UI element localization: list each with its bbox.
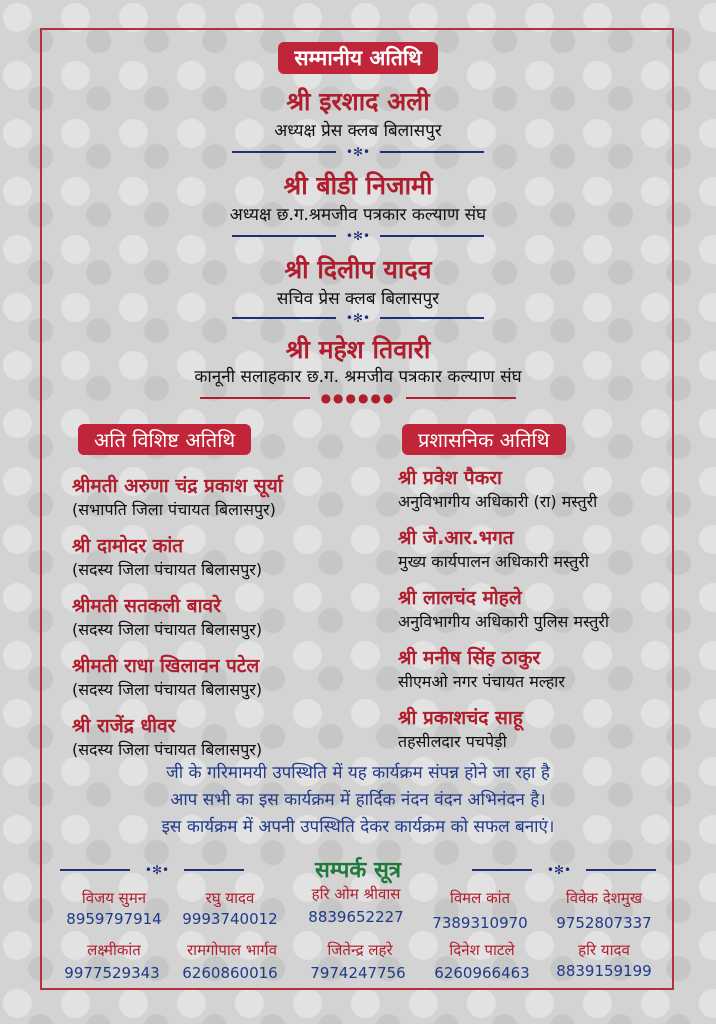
message-line-1: जी के गरिमामयी उपस्थिति में यह कार्यक्रम संपन्न होने जा रहा है	[166, 763, 550, 783]
contact-name: रघु यादव	[205, 889, 255, 907]
honored-guest-2-name: श्री बीडी निजामी	[283, 171, 433, 200]
dots-icon: ●●●●●●	[320, 391, 396, 405]
honored-guest-1-role: अध्यक्ष प्रेस क्लब बिलासपुर	[274, 121, 442, 141]
contact-name: दिनेश पाटले	[449, 941, 515, 959]
contact-header: सम्पर्क सूत्र	[315, 858, 401, 883]
honored-guest-4-role: कानूनी सलाहकार छ.ग. श्रमजीव पत्रकार कल्याण संघ	[194, 367, 522, 387]
contact-phone: 9993740012	[182, 910, 278, 928]
admin-guest-3-name: श्री लालचंद मोहले	[398, 587, 522, 609]
special-guest-2-role: (सदस्य जिला पंचायत बिलासपुर)	[72, 560, 263, 579]
honored-guest-3-role: सचिव प्रेस क्लब बिलासपुर	[276, 289, 440, 309]
contact-phone: 8959797914	[66, 910, 162, 928]
message-line-2: आप सभी का इस कार्यक्रम में हार्दिक नंदन वंदन अभिनंदन है।	[170, 790, 546, 810]
flourish-icon: •✻•	[345, 311, 371, 325]
admin-guests-column	[398, 424, 678, 765]
contact-name: हरि ओम श्रीवास	[311, 885, 401, 903]
admin-guest-4-name: श्री मनीष सिंह ठाकुर	[398, 647, 541, 669]
flourish-icon: •✻•	[345, 229, 371, 243]
honored-section	[0, 42, 716, 74]
special-guest-1-name: श्रीमती अरुणा चंद्र प्रकाश सूर्या	[72, 475, 283, 497]
contact-name: जितेन्द्र लहरे	[327, 941, 393, 959]
admin-guest-1-name: श्री प्रवेश पैकरा	[398, 467, 502, 489]
special-guest-2-name: श्री दामोदर कांत	[72, 535, 184, 557]
contact-name: विजय सुमन	[81, 889, 147, 907]
contact-name: लक्ष्मीकांत	[87, 941, 141, 959]
flourish-icon: •✻•	[144, 863, 170, 877]
admin-guest-4-role: सीएमओ नगर पंचायत मल्हार	[398, 672, 565, 691]
ornament-divider	[232, 310, 484, 326]
contact-header-wrap	[0, 854, 716, 884]
contact-name: रामगोपाल भार्गव	[187, 941, 277, 959]
invitation-message	[0, 760, 716, 841]
flourish-icon: •✻•	[546, 863, 572, 877]
honored-guest-3-name: श्री दिलीप यादव	[284, 255, 432, 284]
special-guests-column	[72, 424, 392, 773]
message-line-3: इस कार्यक्रम में अपनी उपस्थिति देकर कार्यक्रम को सफल बनाएं।	[161, 817, 555, 837]
admin-guest-2-role: मुख्य कार्यपालन अधिकारी मस्तुरी	[398, 552, 590, 571]
contact-name: विमल कांत	[449, 889, 511, 907]
special-header: अति विशिष्ट अतिथि	[78, 424, 251, 455]
contact-phone: 9977529343	[64, 964, 160, 982]
admin-guest-5-name: श्री प्रकाशचंद साहू	[398, 707, 523, 729]
contact-phone: 8839652227	[308, 908, 404, 926]
honored-guest-2-role: अध्यक्ष छ.ग.श्रमजीव पत्रकार कल्याण संघ	[229, 205, 487, 225]
contact-name: विवेक देशमुख	[565, 889, 643, 907]
contact-phone: 7974247756	[310, 964, 406, 982]
flourish-icon: •✻•	[345, 145, 371, 159]
special-guest-4-role: (सदस्य जिला पंचायत बिलासपुर)	[72, 680, 263, 699]
contact-phone: 6260966463	[434, 964, 530, 982]
ornament-divider	[232, 228, 484, 244]
dotted-divider	[200, 390, 516, 406]
honored-guest-1-name: श्री इरशाद अली	[286, 87, 430, 116]
contact-phone: 6260860016	[182, 964, 278, 982]
special-guest-4-name: श्रीमती राधा खिलावन पटेल	[72, 655, 260, 677]
special-guest-5-name: श्री राजेंद्र धीवर	[72, 715, 176, 737]
honored-guest-4-name: श्री महेश तिवारी	[285, 335, 431, 364]
admin-header: प्रशासनिक अतिथि	[402, 424, 566, 455]
special-guest-3-name: श्रीमती सतकली बावरे	[72, 595, 221, 617]
contact-phone: 8839159199	[556, 962, 652, 980]
special-guest-5-role: (सदस्य जिला पंचायत बिलासपुर)	[72, 740, 263, 759]
contact-phone: 9752807337	[556, 914, 652, 932]
special-guest-3-role: (सदस्य जिला पंचायत बिलासपुर)	[72, 620, 263, 639]
special-guest-1-role: (सभापति जिला पंचायत बिलासपुर)	[72, 500, 276, 519]
honored-header: सम्मानीय अतिथि	[278, 42, 437, 74]
admin-guest-1-role: अनुविभागीय अधिकारी (रा) मस्तुरी	[398, 492, 598, 511]
admin-guest-3-role: अनुविभागीय अधिकारी पुलिस मस्तुरी	[398, 612, 610, 631]
contact-name: हरि यादव	[578, 941, 630, 959]
admin-guest-5-role: तहसीलदार पचपेड़ी	[398, 732, 507, 751]
ornament-divider	[232, 144, 484, 160]
contact-phone: 7389310970	[432, 914, 528, 932]
admin-guest-2-name: श्री जे.आर.भगत	[398, 527, 514, 549]
